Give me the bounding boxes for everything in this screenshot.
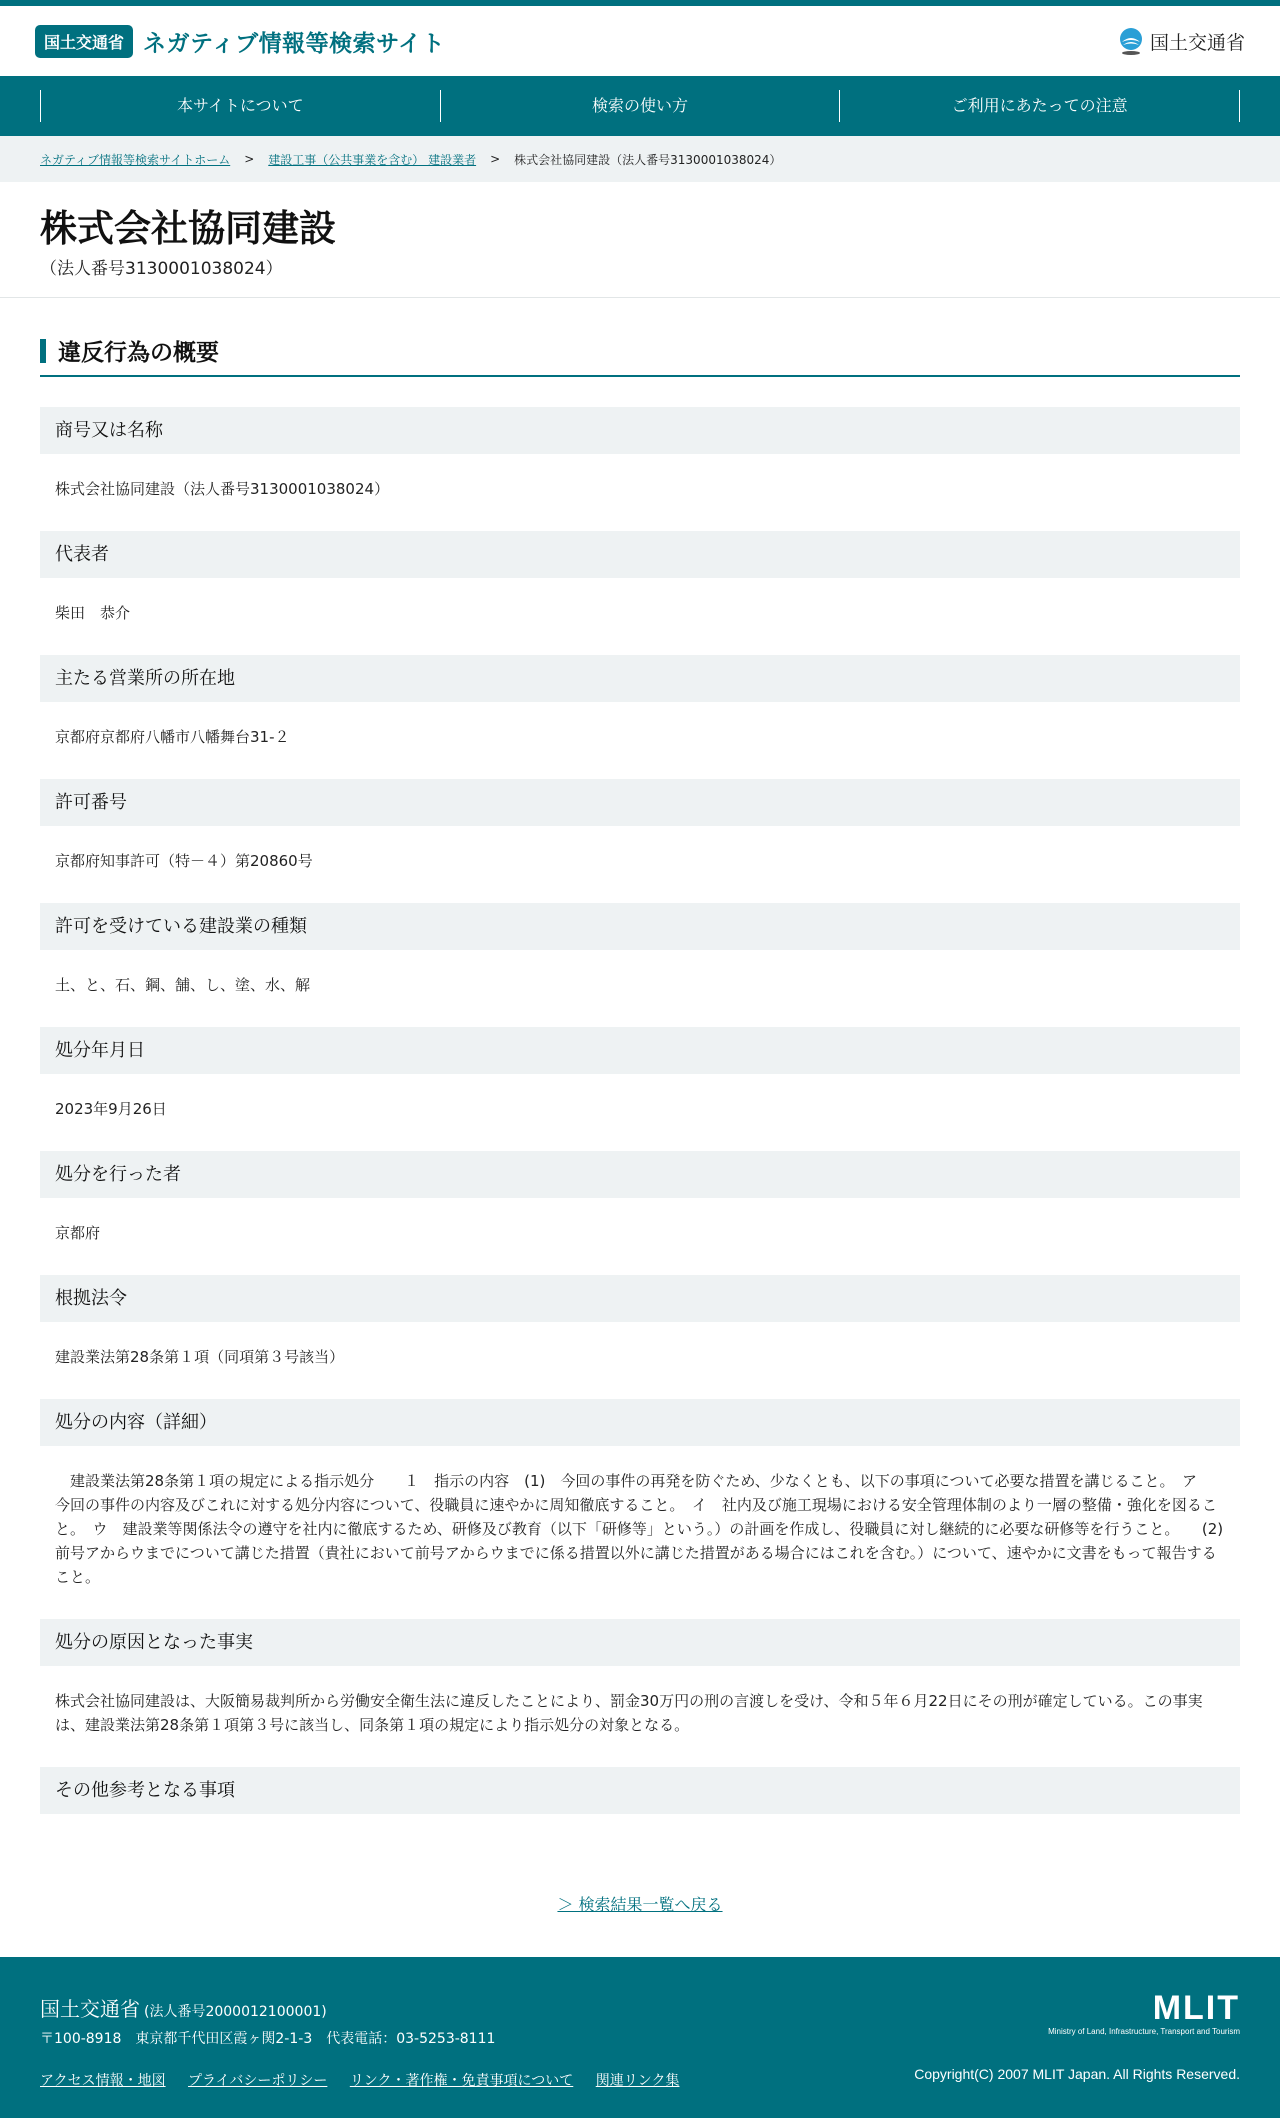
ministry-badge: 国土交通省 — [35, 25, 133, 58]
section-title: 違反行為の概要 — [58, 340, 219, 366]
ministry-logo[interactable] — [1116, 26, 1245, 56]
section-accent-bar — [40, 339, 46, 363]
field-value: 柴田 恭介 — [55, 604, 131, 622]
footer-row — [40, 1989, 1240, 2090]
breadcrumb-home[interactable]: ネガティブ情報等検索サイトホーム — [40, 152, 231, 167]
ministry-emblem-icon — [1116, 26, 1146, 56]
footer-link-related[interactable]: 関連リンク集 — [595, 2073, 680, 2089]
mlit-mark: MLIT — [1152, 1989, 1240, 2027]
section-heading — [40, 334, 1240, 377]
field-disposing-authority — [40, 1151, 1240, 1245]
mlit-subtitle: Ministry of Land, Infrastructure, Transport and Tourism — [1048, 2027, 1240, 2036]
field-license-types — [40, 903, 1240, 997]
mlit-logo[interactable] — [914, 1989, 1240, 2090]
site-footer — [0, 1957, 1280, 2118]
field-value: 京都府京都府八幡市八幡舞台31-２ — [55, 728, 290, 746]
field-label: 主たる営業所の所在地 — [40, 655, 1240, 702]
breadcrumb-current: 株式会社協同建設（法人番号3130001038024） — [514, 152, 782, 167]
field-office-location — [40, 655, 1240, 749]
footer-link-privacy[interactable]: プライバシーポリシー — [188, 2073, 328, 2089]
field-value: 株式会社協同建設は、大阪簡易裁判所から労働安全衛生法に違反したことにより、罰金30万円の刑の言渡しを受け、令和５年６月22日にその刑が確定している。この事実は、建設業法第28条第１項第３号に該当し、同条第１項の規定により指示処分の対象となる。 — [55, 1692, 1203, 1734]
field-other-notes — [40, 1767, 1240, 1814]
field-label: 商号又は名称 — [40, 407, 1240, 454]
field-label: 許可を受けている建設業の種類 — [40, 903, 1240, 950]
main-nav — [0, 76, 1280, 136]
field-value: 株式会社協同建設（法人番号3130001038024） — [55, 480, 390, 498]
field-label: 処分を行った者 — [40, 1151, 1240, 1198]
corp-number: （法人番号3130001038024） — [40, 259, 283, 279]
field-label: 処分の内容（詳細） — [40, 1399, 1240, 1446]
breadcrumb — [0, 136, 1280, 182]
nav-how-to-search[interactable]: 検索の使い方 — [440, 90, 840, 122]
field-value: 京都府知事許可（特－４）第20860号 — [55, 852, 313, 870]
field-disposition-details — [40, 1399, 1240, 1589]
breadcrumb-separator: > — [490, 152, 501, 166]
breadcrumb-separator: > — [244, 152, 255, 166]
footer-org-corp-no: (法人番号2000012100001) — [144, 2004, 327, 2020]
page-title: 株式会社協同建設 — [40, 207, 336, 250]
back-link-area — [40, 1892, 1240, 1915]
nav-notes[interactable]: ご利用にあたっての注意 — [839, 90, 1240, 122]
site-header — [0, 6, 1280, 76]
field-label: 処分の原因となった事実 — [40, 1619, 1240, 1666]
footer-link-access[interactable]: アクセス情報・地図 — [40, 2073, 166, 2089]
site-brand[interactable] — [35, 25, 445, 58]
field-value: 建設業法第28条第１項の規定による指示処分 １ 指示の内容 (1) 今回の事件の再発を防ぐため、少なくとも、以下の事項について必要な措置を講じること。 ア 今回の事件の内容及びこれに対する処分内容について、役職員に速やかに周知徹底すること。 イ 社内及び施工現場における安全管理体制のより一層の整備・強化を図ること。 ウ 建設業等関係法令の遵守を社内に徹底するため、研修及び教育（以下「研修等」という。）の計画を作成し、役職員に対し継続的に必要な研修等を行うこと。 (2) 前号アからウまでについて講じた措置（貴社において前号アからウまでに係る措置以外に講じた措置がある場合にはこれを含む。）について、速やかに文書をもって報告すること。 — [55, 1472, 1239, 1586]
field-value: 京都府 — [55, 1224, 101, 1242]
field-label: その他参考となる事項 — [40, 1767, 1240, 1814]
ministry-name: 国土交通省 — [1149, 31, 1245, 54]
page-title-area — [0, 182, 1280, 298]
nav-about[interactable]: 本サイトについて — [40, 90, 440, 122]
footer-org-name: 国土交通省 — [40, 1997, 140, 2021]
field-value: 建設業法第28条第１項（同項第３号該当） — [55, 1348, 345, 1366]
breadcrumb-category[interactable]: 建設工事（公共事業を含む） 建設業者 — [268, 152, 477, 167]
main-content — [0, 298, 1280, 1915]
field-legal-basis — [40, 1275, 1240, 1369]
copyright: Copyright(C) 2007 MLIT Japan. All Rights Reserved. — [914, 2066, 1240, 2082]
footer-info — [40, 1993, 697, 2090]
field-disposition-date — [40, 1027, 1240, 1121]
field-cause-facts — [40, 1619, 1240, 1737]
back-to-results-link[interactable]: ＞ 検索結果一覧へ戻る — [557, 1895, 723, 1914]
field-trade-name — [40, 407, 1240, 501]
field-value: 2023年9月26日 — [55, 1100, 167, 1118]
field-label: 根拠法令 — [40, 1275, 1240, 1322]
field-label: 許可番号 — [40, 779, 1240, 826]
field-value: 土、と、石、鋼、舗、し、塗、水、解 — [55, 976, 311, 994]
field-representative — [40, 531, 1240, 625]
field-label: 代表者 — [40, 531, 1240, 578]
footer-link-copyright[interactable]: リンク・著作権・免責事項について — [349, 2073, 574, 2089]
site-title: ネガティブ情報等検索サイト — [143, 30, 446, 57]
footer-links — [40, 2070, 697, 2090]
field-license-number — [40, 779, 1240, 873]
footer-address: 〒100-8918 東京都千代田区霞ヶ関2-1-3 代表電話：03-5253-8111 — [40, 2031, 496, 2047]
footer-org — [40, 1993, 697, 2022]
field-label: 処分年月日 — [40, 1027, 1240, 1074]
